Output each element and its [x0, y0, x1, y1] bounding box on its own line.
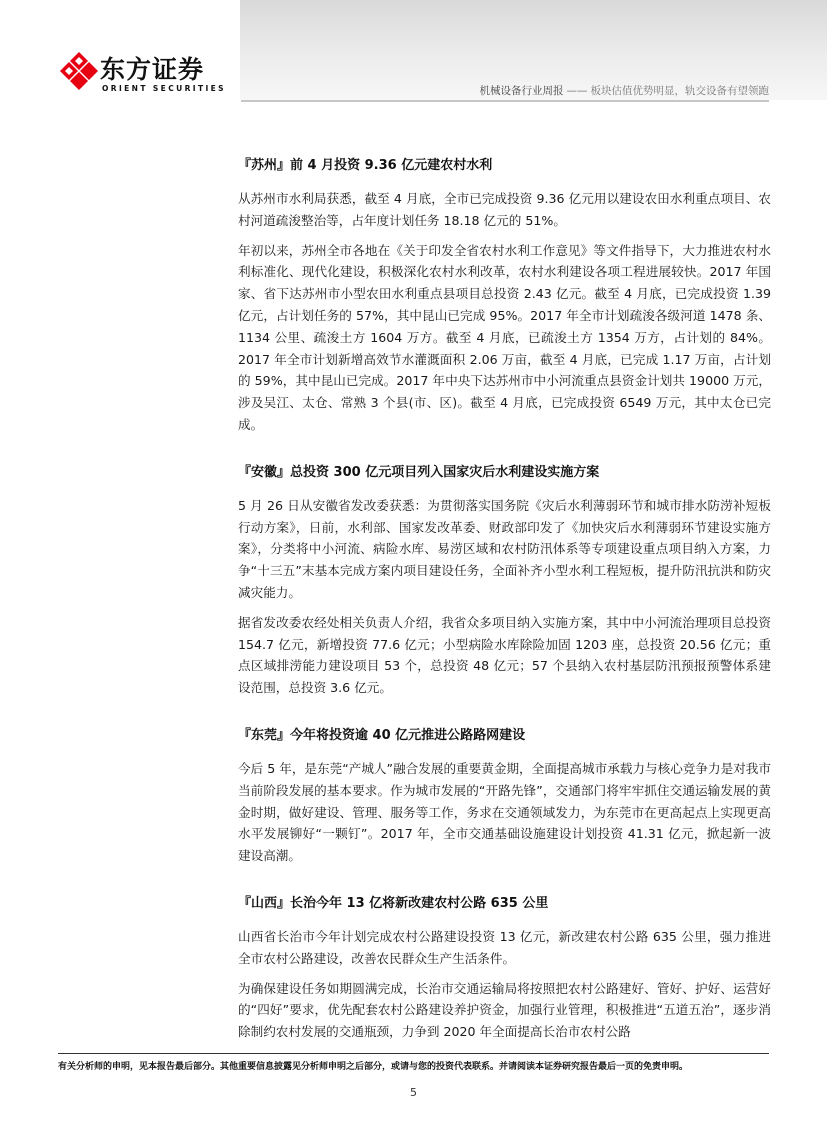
section-paragraph: 年初以来，苏州全市各地在《关于印发全省农村水利工作意见》等文件指导下，大力推进农村水利标准化、现代化建设，积极深化农村水利改革，农村水利建设各项工程进展较快。2017 年国家、省下达苏州市小型农田水利重点县项目总投资 2.43 亿元。截至 4 月底，已完成投资 1.39 亿元，占计划任务的 57%，其中昆山已完成 95%。2017 年全市计划疏浚各级河道 1478 条、1134 公里、疏浚土方 1604 万方。截至 4 月底，已疏浚土方 1354 万方，占计划的 84%。2017 年全市计划新增高效节水灌溉面积 2.06 万亩，截至 4 月底，已完成 1.17 万亩，占计划的 59%，其中昆山已完成。2017 年中央下达苏州市中小河流重点县资金计划共 19000 万元，涉及吴江、太仓、常熟 3 个县(市、区)。截至 4 月底，已完成投资 6549 万元，其中太仓已完成。 — [238, 242, 771, 432]
brand-name-en: ORIENT SECURITIES — [102, 84, 226, 93]
page-number: 5 — [410, 1086, 417, 1099]
section-paragraph: 5 月 26 日从安徽省发改委获悉：为贯彻落实国务院《灾后水利薄弱环节和城市排水防涝补短板行动方案》，日前，水利部、国家发改革委、财政部印发了《加快灾后水利薄弱环节建设实施方案》，分类将中小河流、病险水库、易涝区域和农村防汛体系等专项建设重点项目纳入方案，力争“十三五”末基本完成方案内项目建设任务，全面补齐小型水利工程短板，提升防汛抗洪和防灾减灾能力。 — [238, 497, 771, 600]
brand-name-cn: 东方证券 — [100, 55, 205, 84]
footer-disclaimer: 有关分析师的申明，见本报告最后部分。其他重要信息披露见分析师申明之后部分，或请与您的投资代表联系。并请阅读本证券研究报告最后一页的免责申明。 — [58, 1062, 689, 1072]
news-section-dongguan — [238, 726, 771, 867]
section-paragraph: 据省发改委农经处相关负责人介绍，我省众多项目纳入实施方案，其中中小河流治理项目总投资 154.7 亿元，新增投资 77.6 亿元；小型病险水库除险加固 1203 座，总投资 20.56 亿元；重点区域排涝能力建设项目 53 个，总投资 48 亿元；57 个县纳入农村基层防汛预报预警体系建设范围，总投资 3.6 亿元。 — [238, 614, 771, 696]
section-paragraph: 为确保建设任务如期圆满完成，长治市交通运输局将按照把农村公路建好、管好、护好、运营好的“四好”要求，优先配套农村公路建设养护资金，加强行业管理，积极推进“五道五治”，逐步消除制约农村发展的交通瓶颈，力争到 2020 年全面提高长治市农村公路 — [238, 980, 771, 1040]
section-paragraph: 从苏州市水利局获悉，截至 4 月底，全市已完成投资 9.36 亿元用以建设农田水利重点项目、农村河道疏浚整治等，占年度计划任务 18.18 亿元的 51%。 — [238, 191, 771, 228]
section-title: 『苏州』前 4 月投资 9.36 亿元建农村水利 — [238, 158, 493, 173]
news-section-shanxi — [238, 894, 771, 1043]
news-section-suzhou — [238, 156, 771, 436]
news-section-anhui — [238, 463, 771, 699]
orient-securities-logo-icon — [58, 50, 100, 92]
section-title: 『安徽』总投资 300 亿元项目列入国家灾后水利建设实施方案 — [238, 464, 600, 480]
report-header-title — [241, 83, 769, 98]
footer-divider — [58, 1053, 769, 1054]
report-headline: 板块估值优势明显，轨交设备有望领跑 — [590, 85, 769, 97]
report-name: 机械设备行业周报 — [479, 85, 564, 97]
section-paragraph: 山西省长治市今年计划完成农村公路建设投资 13 亿元，新改建农村公路 635 公里，强力推进全市农村公路建设，改善农民群众生产生活条件。 — [238, 928, 771, 966]
article-body — [238, 156, 771, 1070]
section-paragraph: 今后 5 年，是东莞“产城人”融合发展的重要黄金期，全面提高城市承载力与核心竞争力是对我市当前阶段发展的基本要求。作为城市发展的“开路先锋”，交通部门将牢牢抓住交通运输发展的黄金时期，做好建设、管理、服务等工作，务求在交通领域发力，为东莞市在更高起点上实现更高水平发展铆好“一颗钉”。2017 年，全市交通基础设施建设计划投资 41.31 亿元，掀起新一波建设高潮。 — [238, 760, 771, 864]
section-title: 『山西』长治今年 13 亿将新改建农村公路 635 公里 — [238, 895, 549, 911]
section-title: 『东莞』今年将投资逾 40 亿元推进公路路网建设 — [238, 727, 526, 743]
header-separator: —— — [566, 85, 588, 97]
header-divider — [241, 100, 769, 102]
